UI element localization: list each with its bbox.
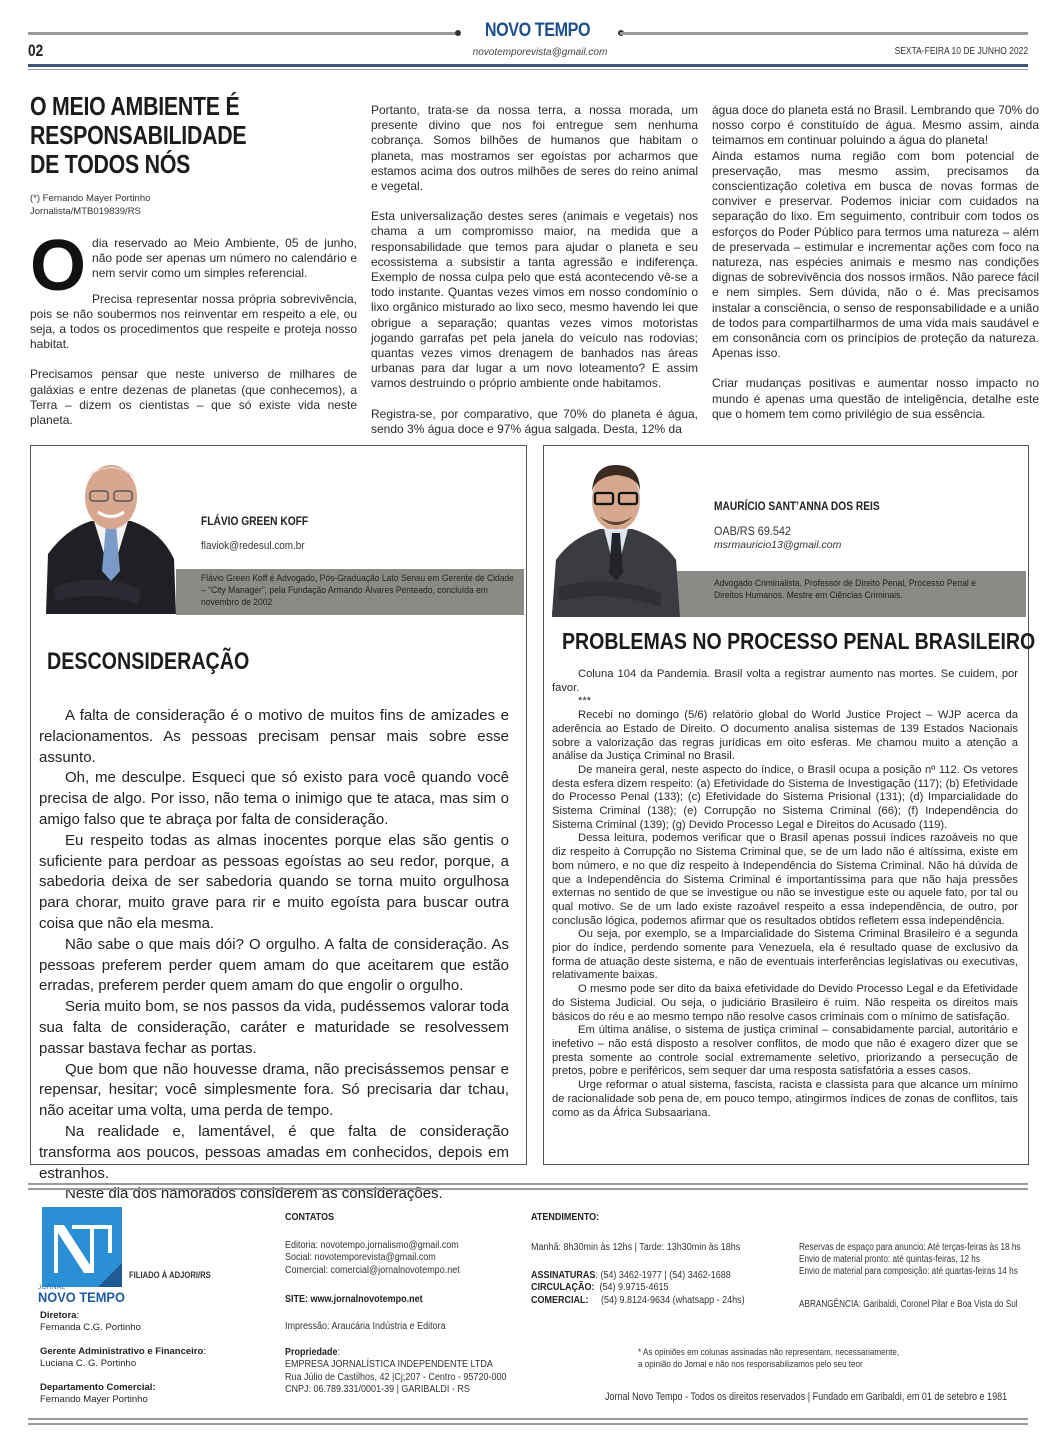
- header-rule-right: [620, 32, 1028, 35]
- column-paragraph: Urge reformar o atual sistema, fascista, racista e classista para que alcance um mínimo de racionalidade sob pena de, em pouco tempo, atingirmos índices de zonas de conflitos, tais como as da África Subsaariana.: [552, 1079, 1018, 1119]
- contacts-heading: [285, 1212, 334, 1224]
- staff-entry: [40, 1382, 156, 1405]
- article-paragraph: água doce do planeta está no Brasil. Lembrando que 70% do nosso corpo é constituído de água. Mesmo assim, ainda teimamos em continuar poluindo a água do planeta!: [712, 103, 1039, 148]
- article-title-line: O MEIO AMBIENTE É: [30, 91, 240, 121]
- column-paragraph: Oh, me desculpe. Esqueci que só existo para você quando você precisa de algo. Por isso, não tema o inimigo que te ataca, mas sim o amigo falso que te abraça por falta de consideração.: [39, 769, 509, 828]
- article-column-3: [712, 103, 1039, 422]
- article-paragraph: Precisamos pensar que neste universo de milhares de galáxias e entre dezenas de planetas (que conhecemos), a Terra – dizem os cientistas – que só existe vida neste planeta.: [30, 367, 357, 428]
- article-byline: [30, 192, 150, 218]
- author-photo: [46, 459, 176, 614]
- phone-label: ASSINATURAS: [531, 1270, 596, 1281]
- column-paragraph: O mesmo pode ser dito da baixa efetividade do Devido Processo Legal e da Efetividade do Sistema Judicial. Ou seja, o judiciário Brasileiro é ruim. Não respeita os direitos mais básicos do réu e ao mesmo tempo não resolve casos criminais com o mínimo de satisfação.: [552, 983, 1018, 1023]
- column-title: DESCONSIDERAÇÃO: [47, 648, 250, 675]
- coverage-area: ABRANGÊNCIA: Garibaldi, Coronel Pilar e Boa Vista do Sul: [799, 1299, 1018, 1310]
- phone-label: COMERCIAL:: [531, 1294, 589, 1306]
- article-paragraph: Esta universalização destes seres (animais e vegetais) nos chama a um compromisso maior, na medida que a responsabilidade que temos para ajudar o planeta e seu ecossistema a subsistir a tanta agressão e indiferença. Exemplo de nossa culpa pelo que está acontecendo vê-se a todo instante. Quantas vezes vimos em nosso condomínio o lixo orgânico misturado ao lixo seco, mesmo havendo lei que obrigue a separação; quantas vezes vimos motoristas jogando garrafas pet pela janela do veículo nas rodovias; quantas vezes vimos drenagem de banhados nas áreas urbanas para dar lugar a um novo loteamento? E assim vamos destruindo o próprio ambiente onde habitamos.: [371, 209, 698, 391]
- paragraph-text: dia reservado ao Meio Ambiente, 05 de junho, não pode ser apenas um número no calendário e nem servir como um simples referencial.: [92, 236, 357, 281]
- author-email: flaviok@redesul.com.br: [201, 540, 305, 552]
- article-paragraph: [30, 226, 357, 306]
- article-title: [30, 92, 292, 179]
- copyright: Jornal Novo Tempo - Todos os direitos reservados | Fundado em Garibaldi, em 01 de setebro e 1981: [605, 1391, 1008, 1403]
- staff-name: Fernanda C.G. Portinho: [40, 1321, 141, 1333]
- phone-value: (54) 9.9715-4615: [599, 1282, 669, 1294]
- ownership-label: Propriedade: [285, 1347, 338, 1358]
- header-rule-left: [28, 32, 456, 35]
- article-paragraph: Registra-se, por comparativo, que 70% do planeta é água, sendo 3% água doce e 97% água salgada. Desta, 12% da: [371, 406, 698, 436]
- newspaper-logo: [42, 1207, 122, 1287]
- staff-role: Departamento Comercial:: [40, 1382, 156, 1393]
- column-paragraph: Eu respeito todas as almas inocentes porque elas são gentis o suficiente para perdoar as pessoas egoístas ao seu redor, porque, a sabedoria deixa de ser sabedoria quando se torna muito orgulhosa para chorar, muito grave para rir e muito egoísta para buscar outra coisa que não ela mesma.: [39, 831, 509, 932]
- article-title-line: DE TODOS NÓS: [30, 149, 191, 179]
- column-paragraph: ***: [578, 695, 592, 708]
- column-body: [552, 668, 1018, 1120]
- disclaimer-line: * As opiniões em colunas assinadas não representam, necessariamente,: [638, 1347, 900, 1357]
- contacts-list: [285, 1240, 460, 1277]
- company-name: EMPRESA JORNALÍSTICA INDEPENDENTE LTDA: [285, 1359, 493, 1371]
- deadline-item: Envio de material para composição: até quartas-feiras 14 hs: [799, 1266, 1018, 1277]
- disclaimer-line: a opinião do Jornal e não nos responsabilizamos pelo seu teor: [638, 1358, 863, 1369]
- contact-comercial: Comercial: comercial@jornalnovotempo.net: [285, 1264, 460, 1276]
- company-address: Rua Júlio de Castilhos, 42 |Cj;207 - Centro - 95720-000: [285, 1371, 507, 1383]
- byline-credential: Jornalista/MTB019839/RS: [30, 206, 141, 217]
- column-paragraph: Que bom que não houvesse drama, não precisássemos pensar e repensar, hesitar; você simplesmente fora. Só precisaria dar tchau, não aceitar uma volta, uma perda de tempo.: [39, 1060, 509, 1120]
- column-paragraph: Na realidade e, lamentável, é que falta de consideração transforma aos poucos, pessoas amadas em conhecidos, depois em estranhos.: [39, 1122, 509, 1182]
- opinion-column-right: [543, 445, 1036, 1165]
- column-paragraph: A falta de consideração é o motivo de muitos fins de amizades e relacionamentos. As pessoas precisam pensar mais sobre esse assunto.: [39, 707, 509, 766]
- author-email: msrmauricio13@gmail.com: [714, 539, 842, 551]
- contact-editoria: Editoria: novotempo.jornalismo@gmail.com: [285, 1240, 459, 1251]
- phone-label: CIRCULAÇÃO:: [531, 1282, 595, 1294]
- article-paragraph: Portanto, trata-se da nossa terra, a nossa morada, um presente divino que nos foi entregue sem nenhuma cobrança. Somos bilhões de humanos que habitam o planeta, mas mostramos ser egoístas por acharmos que estamos acima dos outros milhões de seres do reino animal e vegetal.: [371, 103, 698, 194]
- staff-name: Fernando Mayer Portinho: [40, 1393, 148, 1405]
- disclaimer: [638, 1347, 899, 1370]
- footer-rule-bottom: [28, 1418, 1028, 1425]
- issue-date: SEXTA-FEIRA 10 DE JUNHO 2022: [894, 46, 1028, 57]
- phone-value: (54) 9.8124-9634 (whatsapp - 24hs): [601, 1294, 745, 1306]
- masthead: [0, 0, 1058, 72]
- publication-title: NOVO TEMPO: [484, 20, 591, 41]
- column-title: PROBLEMAS NO PROCESSO PENAL BRASILEIRO: [562, 628, 1036, 654]
- article-title-line: RESPONSABILIDADE: [30, 120, 247, 150]
- heading-text: ATENDIMENTO:: [531, 1212, 600, 1223]
- column-paragraph: Recebi no domingo (5/6) relatório global do World Justice Project – WJP acerca da aderência ao Estado de Direito. O documento analisa sistemas de 139 Estados Nacionais sobre a valorização das regras jurídicas em oito esferas. Me chamou muito a atenção a análise da Justiça Criminal no Brasil.: [552, 709, 1018, 763]
- header-email: novotemporevista@gmail.com: [472, 47, 608, 58]
- logo-name: NOVO TEMPO: [38, 1290, 125, 1305]
- phone-entry: ASSINATURAS: (54) 3462-1977 | (54) 3462-1688: [531, 1270, 731, 1281]
- dropcap: O: [30, 226, 87, 306]
- staff-role: Gerente Administrativo e Financeiro: [40, 1346, 204, 1357]
- author-name: MAURÍCIO SANT’ANNA DOS REIS: [714, 499, 880, 513]
- article-paragraph: Ainda estamos numa região com bom potencial de preservação, mas mesmo assim, precisamos da conscientização coletiva em busca de novas formas de conviver e preservar. Podemos iniciar com cuidados na separação do lixo. Em seguimento, contribuir com todos os esforços do Poder Público para termos uma natureza – além de preservada – estimular e incrementar ações com foco na natureza, nas espécies animais e mesmo nas condições dignas de sobrevivência dos nossos irmãos. Não parece fácil e nem simples. Sem dúvida, não o é. Mas precisamos instalar a consciência, o senso de responsabilidade e a união de todos para compartilharmos de uma vida mais saudável e em consonância com os princípios de proteção da natureza. Apenas isso.: [712, 148, 1039, 361]
- ownership-info: Propriedade: EMPRESA JORNALÍSTICA INDEPENDENTE LTDA Rua Júlio de Castilhos, 42 |Cj;207 - Centro - 95720-000 CNPJ: 06.789.331/0001-39 | GARIBALDI - RS: [285, 1347, 507, 1395]
- header-dot-icon: [455, 30, 461, 36]
- phone-list: [531, 1270, 745, 1307]
- site-link[interactable]: [285, 1294, 423, 1306]
- author-name: FLÁVIO GREEN KOFF: [201, 514, 309, 528]
- staff-entry: Diretora: Fernanda C.G. Portinho: [40, 1310, 141, 1333]
- phone-entry: [531, 1295, 745, 1307]
- footer-rule-top: [28, 1183, 1028, 1190]
- service-hours: Manhã: 8h30min às 12hs | Tarde: 13h30min às 18hs: [531, 1242, 741, 1253]
- service-heading: [531, 1212, 599, 1224]
- logo-small-label: JORNAL: [38, 1284, 66, 1291]
- printing-label: Impressão:: [285, 1321, 330, 1332]
- column-body: [39, 706, 509, 1205]
- article-column-1: [30, 226, 357, 428]
- page-number: 02: [28, 41, 44, 60]
- staff-name: Luciana C. G. Portinho: [40, 1357, 137, 1369]
- phone-value: (54) 3462-1977 | (54) 3462-1688: [600, 1270, 731, 1281]
- deadline-item: Reservas de espaço para anuncio: Até terças-feiras às 18 hs: [799, 1242, 1021, 1253]
- author-oab: OAB/RS 69.542: [714, 524, 791, 538]
- author-bio: Advogado Criminalista. Professor de Direito Penal, Processo Penal e Direitos Humanos. Mestre em Ciências Criminais.: [714, 578, 976, 601]
- column-paragraph: Não sabe o que mais dói? O orgulho. A falta de consideração. As pessoas preferem perder quem amam do que aceitarem que estão erradas, preferem perder quem amam do que engolir o orgulho.: [39, 935, 509, 995]
- nt-monogram-icon: [42, 1207, 122, 1287]
- column-paragraph: Coluna 104 da Pandemia. Brasil volta a registrar aumento nas mortes. Se cuidem, por favor.: [552, 668, 1018, 694]
- deadline-item: Envio de material pronto: até quintas-feiras, 12 hs: [799, 1254, 980, 1265]
- printing-info: [285, 1321, 446, 1333]
- byline-author: (*) Fernando Mayer Portinho: [30, 193, 151, 204]
- phone-entry: [531, 1282, 745, 1294]
- author-bio: Flávio Green Koff é Advogado, Pós-Graduação Lato Sensu em Gerente de Cidade – “City Manager”, pela Fundação Armando Álvares Penteado, concluída em novembro de 2002: [201, 573, 515, 608]
- site-text: SITE: www.jornalnovotempo.net: [285, 1294, 423, 1305]
- heading-text: CONTATOS: [285, 1212, 335, 1223]
- staff-role: Diretora: [40, 1310, 77, 1321]
- column-paragraph: Neste dia dos namorados considerem as considerações.: [65, 1185, 443, 1203]
- opinion-column-left: [30, 445, 527, 1203]
- header-double-rule: [28, 64, 1028, 70]
- ad-deadlines: [799, 1242, 1021, 1278]
- printing-value: Araucária Indústria e Editora: [331, 1321, 446, 1332]
- affiliation: FILIADO À ADJORI/RS: [129, 1270, 211, 1280]
- column-paragraph: Ou seja, por exemplo, se a Imparcialidade do Sistema Criminal Brasileiro é a segunda pior do índice, perdendo somente para Venezuela, ela é resultado quase de exclusivo da forma de atuação deste sistema, e não de eventuais interferências legislativas ou executivas, relativamente baixas.: [552, 928, 1018, 982]
- column-paragraph: De maneira geral, neste aspecto do índice, o Brasil ocupa a posição nº 112. Os vetores desta esfera dizem respeito: (a) Efetividade do Sistema de Investigação (117); (b) Efetividade do Processo Penal (133); (c) Efetividade do Sistema Prisional (131); (d) Imparcialidade do Sistema Criminal (138); (e) Corrupção no Sistema Criminal (66); (f) Independência do Sistema Criminal (139); (g) Devido Processo Legal e Direitos do Acusado (119).: [552, 763, 1018, 831]
- article-paragraph: Precisa representar nossa própria sobrevivência, pois se não soubermos nos reinventar em respeito a ele, ou seja, a todos os procedimentos que respeite e proteja nosso habitat.: [30, 291, 357, 352]
- contact-social: Social: novotemporevista@gmail.com: [285, 1252, 436, 1264]
- column-paragraph: Dessa leitura, podemos verificar que o Brasil apenas possui índices razoáveis no que diz respeito à Corrupção no Sistema Criminal que, se de um lado não é altíssima, existe em bom número, e no que diz respeito à Independência do Sistema Criminal. Não há dúvida de que a Independência do Sistema Criminal é importantíssima para que não haja pressões externas no sentido de que se investigue ou não se investigue este ou aquele fato, por tal ou qual motivo. Se de um lado existe razoável respeito a essa independência, de outro, por conclusão lógica, podemos afirmar que os resultados obtidos refletem essa independência.: [552, 832, 1018, 927]
- column-paragraph: Seria muito bom, se nos passos da vida, pudéssemos valorar toda sua falta de consideração, caráter e maturidade se resolvessem passar bastava fechar as portas.: [39, 998, 509, 1057]
- company-cnpj: CNPJ: 06.789.331/0001-39 | GARIBALDI - RS: [285, 1383, 470, 1395]
- staff-entry: Gerente Administrativo e Financeiro: Luciana C. G. Portinho: [40, 1346, 206, 1369]
- article-paragraph: Criar mudanças positivas e aumentar nosso impacto no mundo é apenas uma questão de inteligência, detalhe este que o homem tem como privilégio de sua essência.: [712, 376, 1039, 421]
- column-paragraph: Em última análise, o sistema de justiça criminal – consabidamente parcial, autoritário e inefetivo – não está disposto a resolver conflitos, de modo que não é exagero dizer que se presta somente ao controle social extremamente seletivo, priorizando a persecução de pretos, pobre e periféricos, sem sequer dar uma resposta satisfatória a esses casos.: [552, 1024, 1018, 1078]
- article-column-2: [371, 103, 698, 437]
